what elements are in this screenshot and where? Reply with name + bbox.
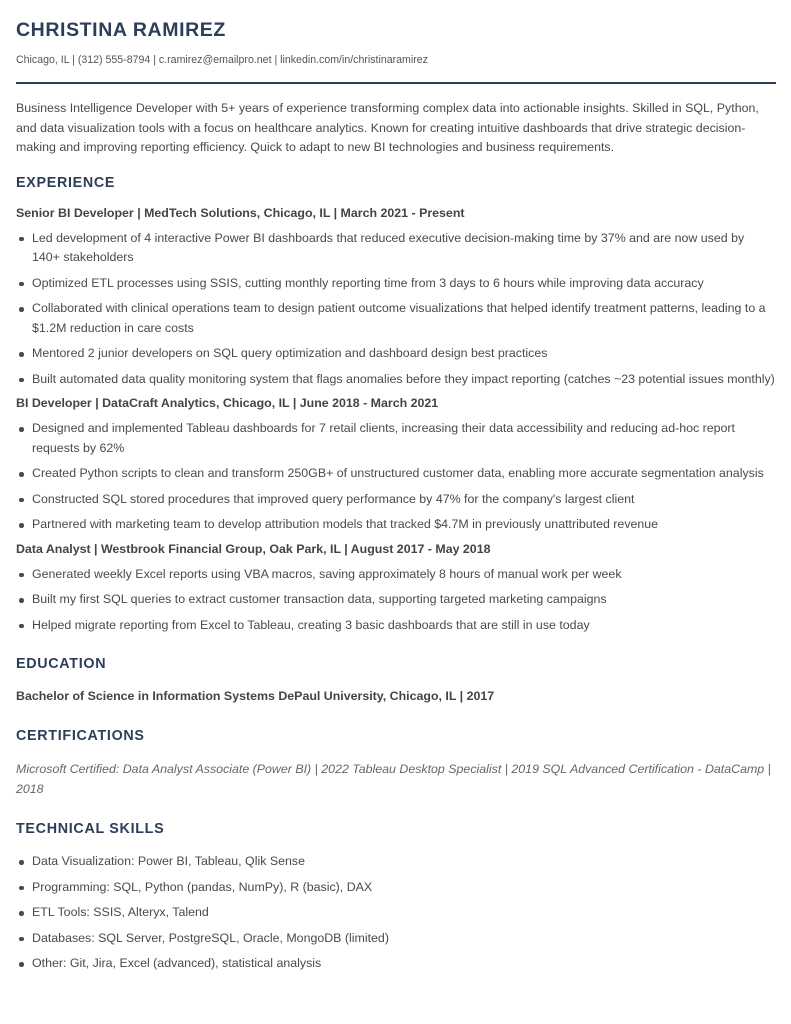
list-item: Designed and implemented Tableau dashboards for 7 retail clients, increasing their data accessibility and reducing ad-hoc report requests by 62%: [16, 419, 775, 458]
list-item: Led development of 4 interactive Power BI dashboards that reduced executive decision-making time by 37% and are now used by 140+ stakeholders: [16, 229, 775, 268]
certifications-heading: CERTIFICATIONS: [16, 728, 145, 744]
list-item: Optimized ETL processes using SSIS, cutting monthly reporting time from 3 days to 6 hours while improving data accuracy: [16, 274, 775, 294]
certifications-entry: Microsoft Certified: Data Analyst Associate (Power BI) | 2022 Tableau Desktop Specialist | 2019 SQL Advanced Certification - DataCamp | 2018: [16, 762, 771, 796]
list-item: Programming: SQL, Python (pandas, NumPy), R (basic), DAX: [16, 878, 775, 898]
list-item: Built automated data quality monitoring system that flags anomalies before they impact reporting (catches ~23 potential issues monthly): [16, 370, 775, 390]
header-divider: [16, 82, 776, 84]
candidate-name: CHRISTINA RAMIREZ: [16, 19, 226, 41]
job-heading: BI Developer | DataCraft Analytics, Chicago, IL | June 2018 - March 2021: [16, 396, 439, 410]
list-item: ETL Tools: SSIS, Alteryx, Talend: [16, 903, 775, 923]
list-item: Databases: SQL Server, PostgreSQL, Oracle, MongoDB (limited): [16, 929, 775, 949]
list-item: Other: Git, Jira, Excel (advanced), statistical analysis: [16, 954, 775, 974]
job-bullets: [16, 419, 775, 535]
job-heading: Data Analyst | Westbrook Financial Group, Oak Park, IL | August 2017 - May 2018: [16, 541, 491, 556]
professional-summary: Business Intelligence Developer with 5+ years of experience transforming complex data into actionable insights. Skilled in SQL, Python, and data visualization tools with a focus on healthcare analytics. Known for creating intuitive dashboards that drive strategic decision-making and improving reporting efficiency. Quick to adapt to new BI technologies and business requirements.: [16, 101, 759, 154]
list-item: Generated weekly Excel reports using VBA macros, saving approximately 8 hours of manual work per week: [16, 565, 775, 585]
skills-list: [16, 852, 775, 974]
technical-skills-heading: TECHNICAL SKILLS: [16, 821, 165, 837]
list-item: Collaborated with clinical operations team to design patient outcome visualizations that helped identify treatment patterns, leading to a $1.2M reduction in care costs: [16, 299, 775, 338]
list-item: Partnered with marketing team to develop attribution models that tracked $4.7M in previously unattributed revenue: [16, 515, 775, 535]
list-item: Helped migrate reporting from Excel to Tableau, creating 3 basic dashboards that are still in use today: [16, 616, 775, 636]
list-item: Constructed SQL stored procedures that improved query performance by 47% for the company's largest client: [16, 490, 775, 510]
list-item: Created Python scripts to clean and transform 250GB+ of unstructured customer data, enabling more accurate segmentation analysis: [16, 464, 775, 484]
experience-heading: EXPERIENCE: [16, 174, 116, 191]
education-heading: EDUCATION: [16, 656, 107, 672]
list-item: Data Visualization: Power BI, Tableau, Qlik Sense: [16, 852, 775, 872]
job-bi-developer: [16, 395, 775, 535]
job-bullets: [16, 565, 775, 636]
education-entry: Bachelor of Science in Information Systems DePaul University, Chicago, IL | 2017: [16, 689, 495, 703]
job-heading: Senior BI Developer | MedTech Solutions, Chicago, IL | March 2021 - Present: [16, 205, 465, 220]
list-item: Mentored 2 junior developers on SQL query optimization and dashboard design best practices: [16, 344, 775, 364]
contact-line: Chicago, IL | (312) 555-8794 | c.ramirez@emailpro.net | linkedin.com/in/christinaramirez: [16, 54, 428, 66]
list-item: Built my first SQL queries to extract customer transaction data, supporting targeted marketing campaigns: [16, 590, 775, 610]
job-senior-bi-developer: [16, 205, 775, 390]
job-bullets: [16, 229, 775, 390]
job-data-analyst: [16, 541, 775, 636]
